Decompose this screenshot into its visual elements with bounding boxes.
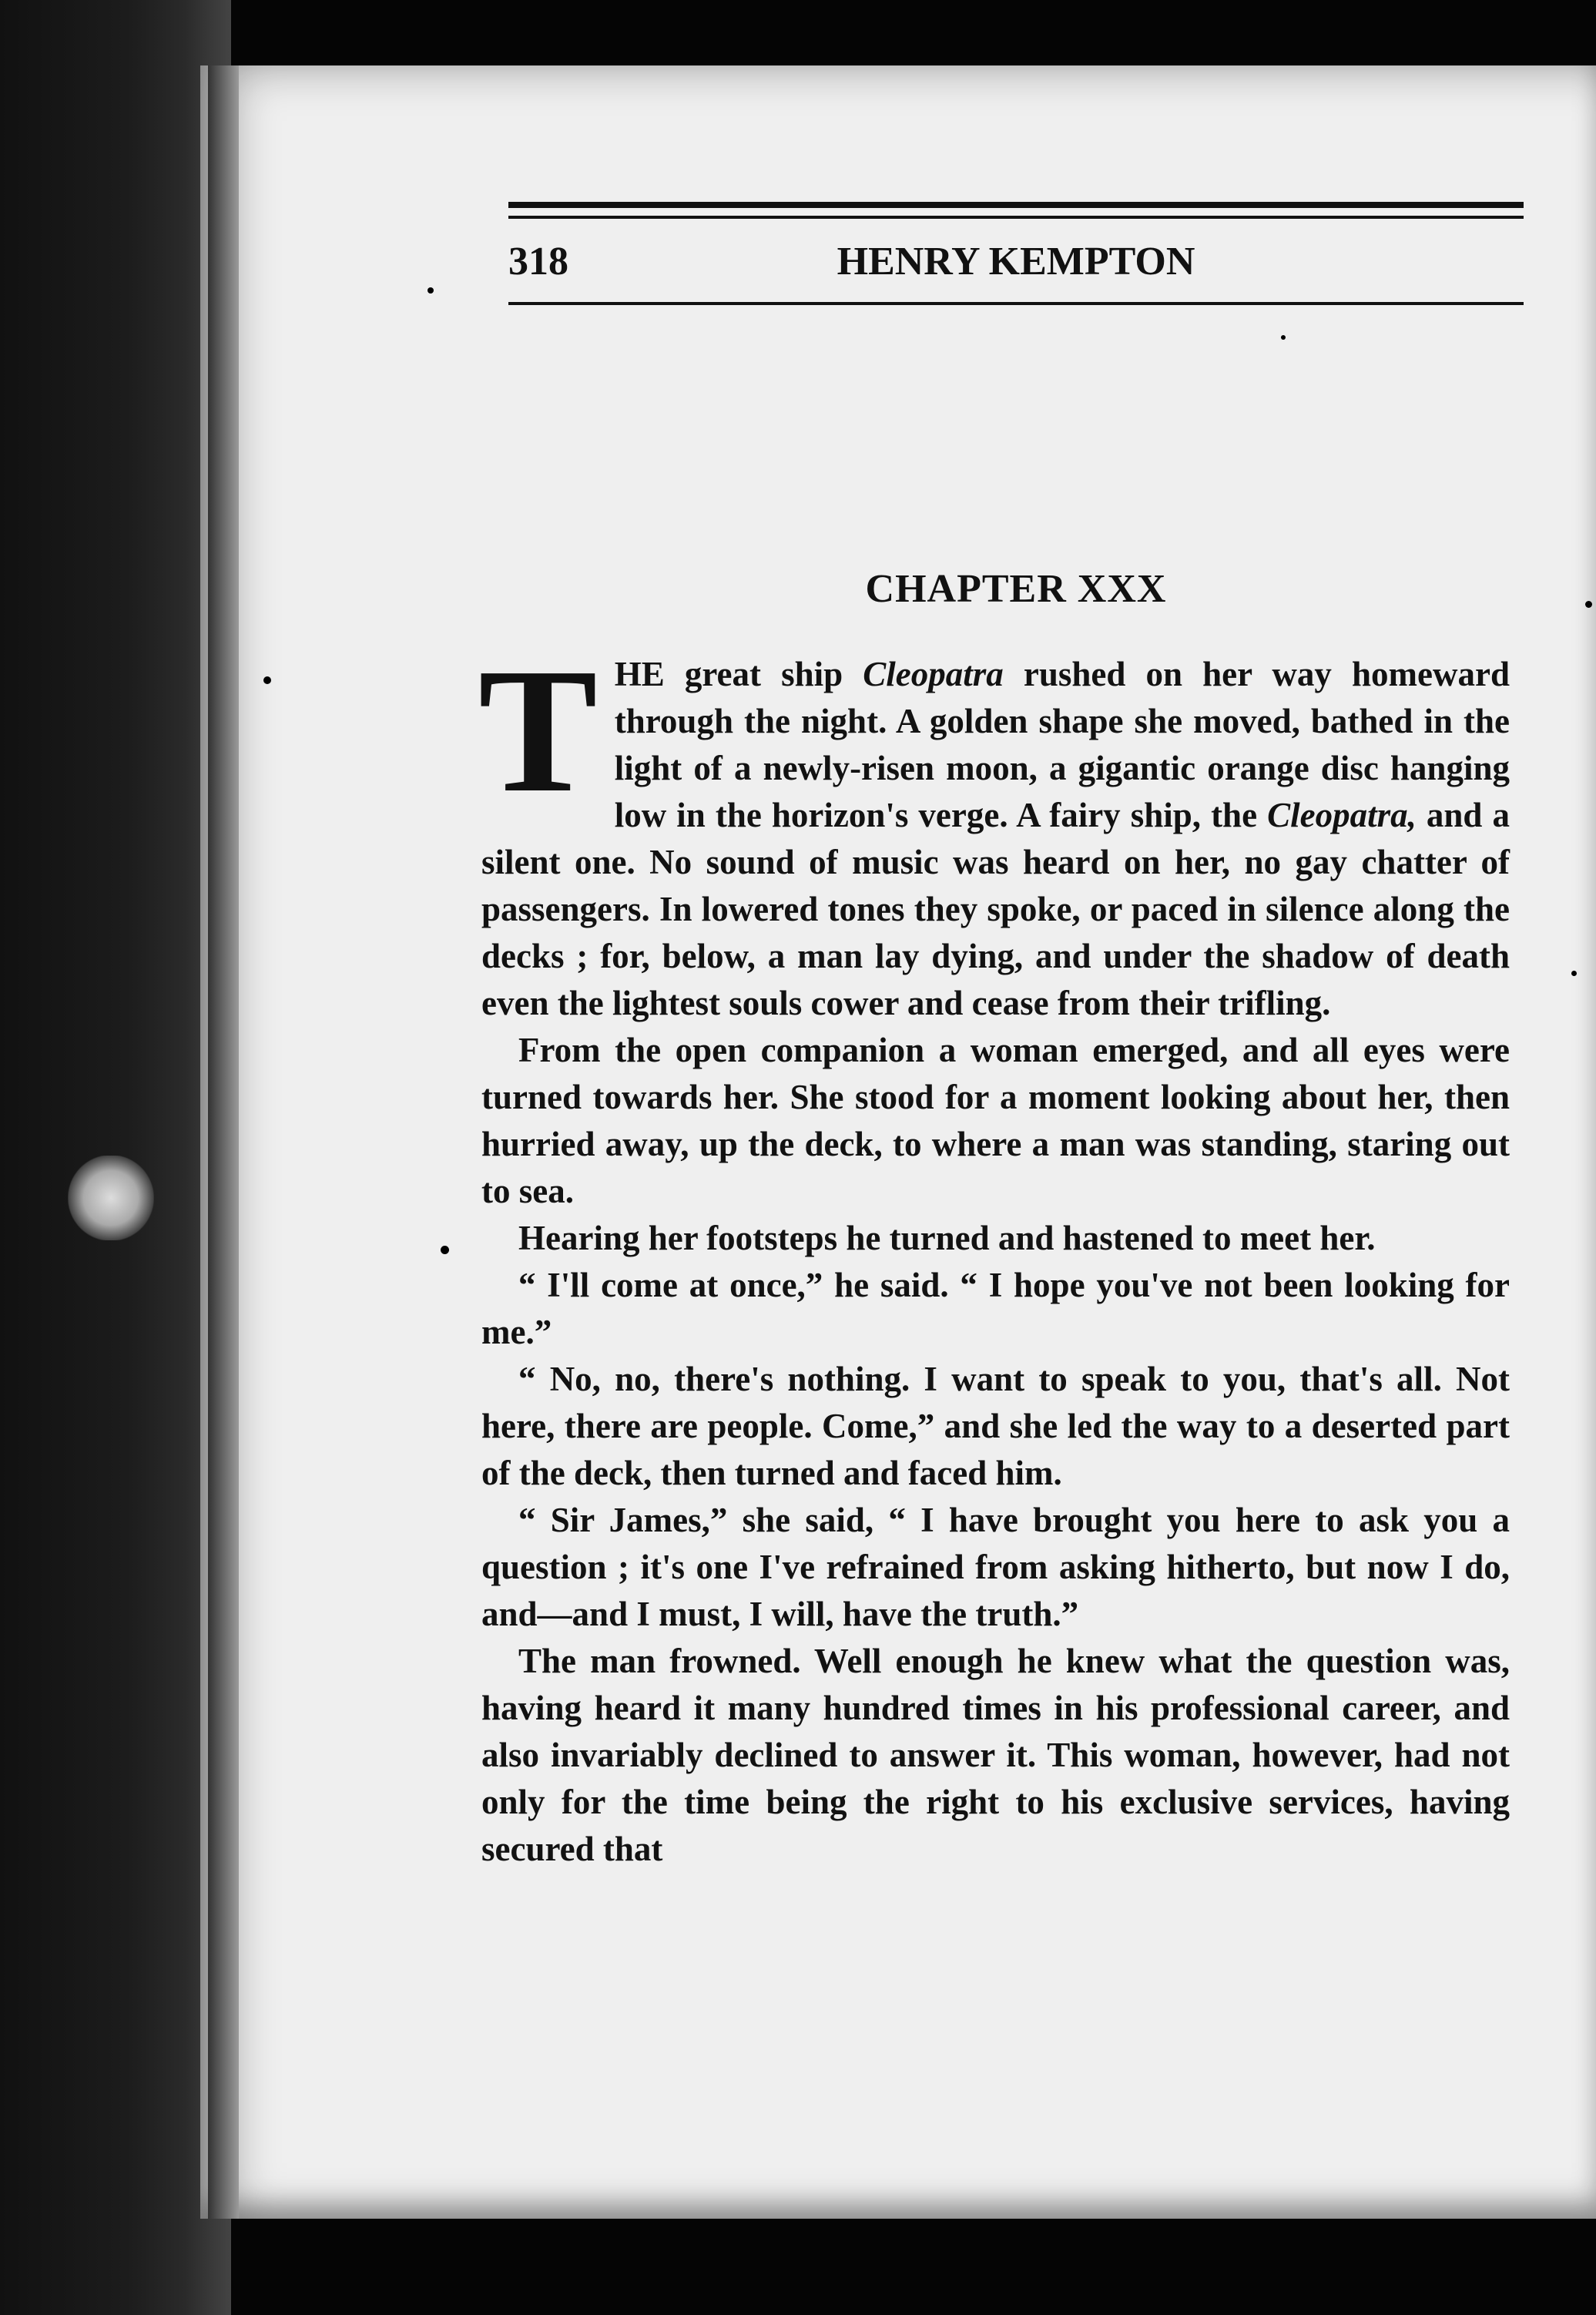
print-speck (263, 676, 271, 684)
body-text (478, 632, 1510, 1873)
paragraph-7: The man frowned. Well enough he knew what the question was, having heard it many hundred times in his professional career, and also invariably declined to answer it. This woman, however, had not only for the time being the right to his exclusive services, having secured that (481, 1642, 1510, 1868)
paragraph-2: From the open companion a woman emerged, and all eyes were turned towards her. She stood for a moment looking about her, then hurried away, up the deck, to where a man was standing, staring out to sea. (481, 1031, 1510, 1210)
print-speck (1571, 971, 1577, 976)
ship-name: Cleopatra (863, 655, 1004, 693)
ship-name: Cleopatra, (1267, 796, 1417, 834)
paragraph-6: “ Sir James,” she said, “ I have brought you here to ask you a question ; it's one I've refrained from asking hitherto, but now I do, and—and I must, I will, have the truth.” (481, 1501, 1510, 1633)
print-speck (441, 1246, 449, 1254)
print-speck (1281, 335, 1286, 340)
page-gutter-edge (208, 65, 239, 2219)
paragraph-4: “ I'll come at once,” he said. “ I hope you've not been looking for me.” (481, 1266, 1510, 1351)
chapter-heading: CHAPTER XXX (865, 567, 1167, 611)
stain-mark (68, 1156, 154, 1240)
book-title: HENRY KEMPTON (837, 240, 1195, 284)
page-number: 318 (508, 240, 568, 284)
paragraph-1-text-a: HE great ship (614, 655, 863, 693)
header-rule-thick (508, 202, 1524, 208)
print-speck (1585, 601, 1592, 608)
running-head-rule (508, 302, 1524, 305)
paragraph-1 (478, 632, 1510, 1027)
print-speck (428, 287, 434, 294)
paragraph-1-text-b: rushed on her way homeward through the night. A golden shape she moved, bathed in the light of a newly-risen moon, a gigantic orange disc hanging low in the horizon's verge. A fairy ship, the (614, 655, 1510, 834)
paragraph-1-text-c: and a silent one. No sound of music was heard on her, no gay chatter of passengers. In lowered tones they spoke, or paced in silence along the decks ; for, below, a man lay dying, and under the shadow of death even the lightest souls cower and cease from their trifling. (481, 796, 1510, 1022)
running-head (508, 239, 1524, 293)
header-rule-thin (508, 216, 1524, 219)
paragraph-5: “ No, no, there's nothing. I want to speak to you, that's all. Not here, there are people. Come,” and she led the way to a deserted part of the deck, then turned and faced him. (481, 1360, 1510, 1492)
drop-cap: T (478, 632, 598, 830)
paragraph-3: Hearing her footsteps he turned and hastened to meet her. (518, 1219, 1376, 1257)
